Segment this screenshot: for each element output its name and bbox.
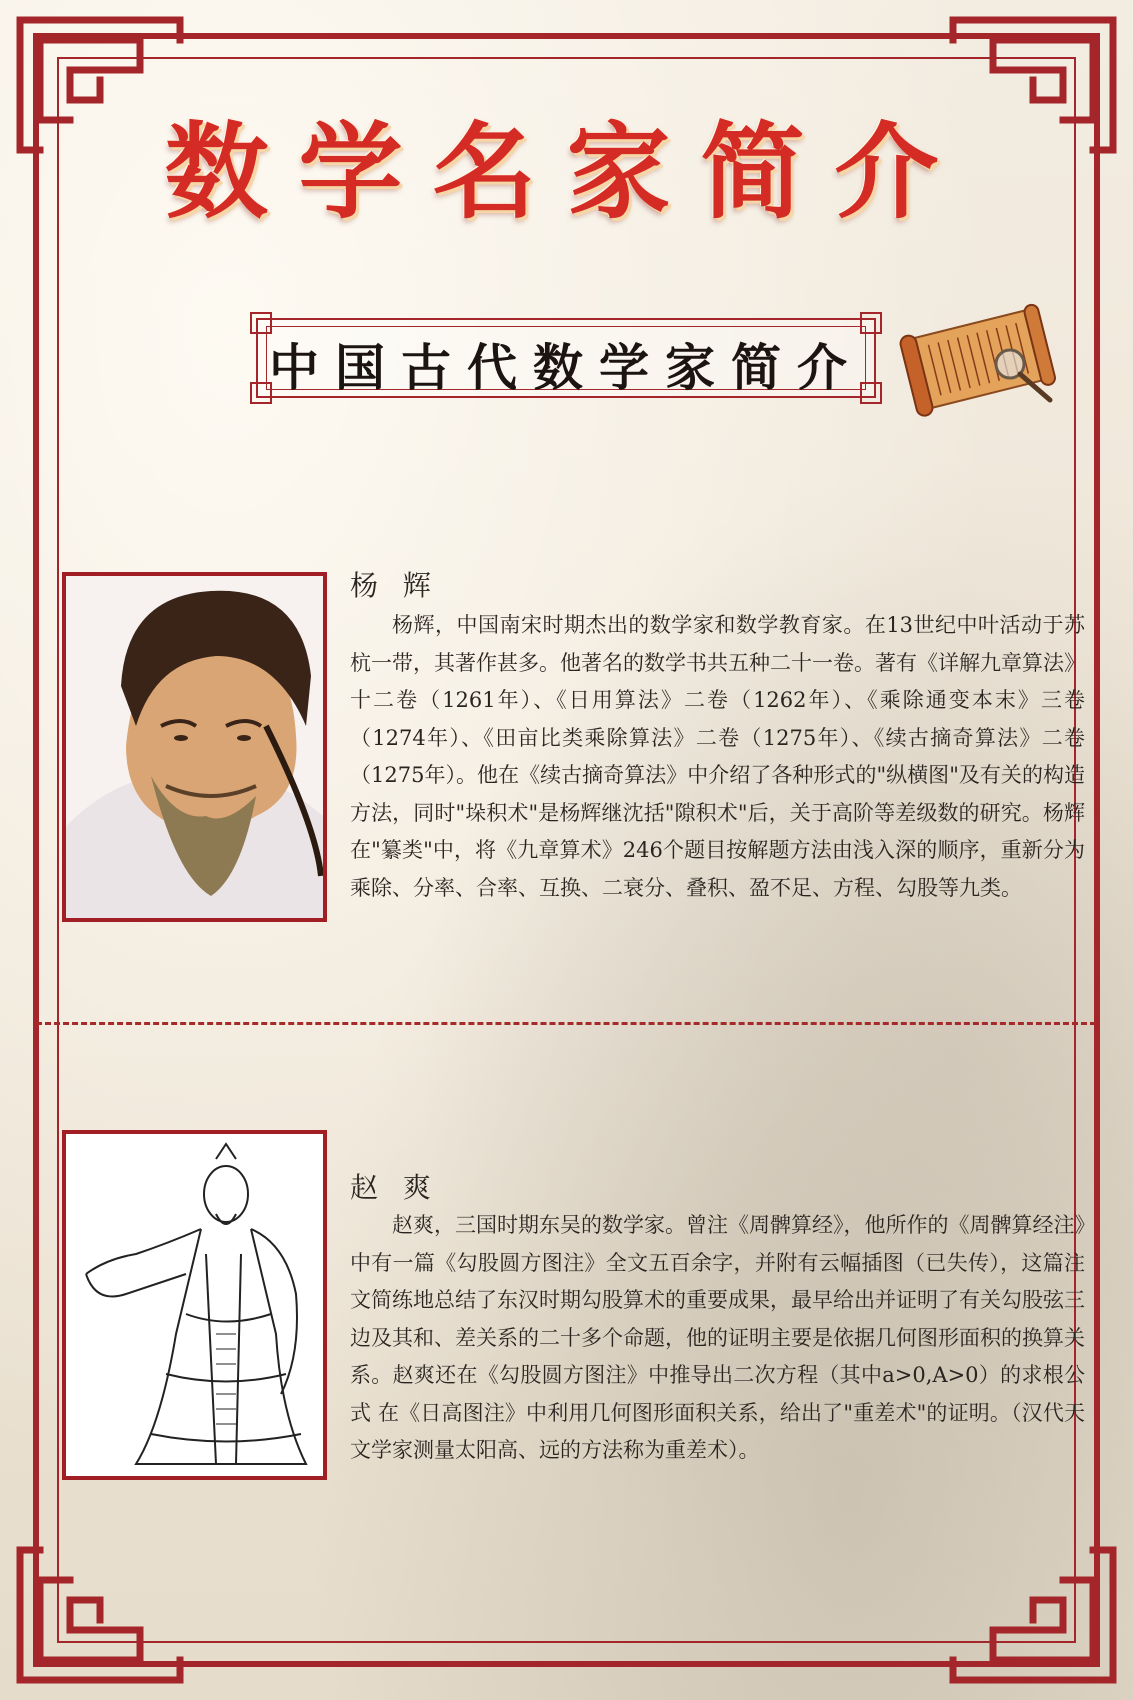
poster-title: 数学名家简介	[164, 111, 969, 233]
portrait-zhao-shuang	[62, 1130, 327, 1480]
bio-zhao-shuang: 赵爽，三国时期东吴的数学家。曾注《周髀算经》，他所作的《周髀算经注》中有一篇《勾股圆方图注》全文五百余字，并附有云幅插图（已失传），这篇注文简练地总结了东汉时期勾股算术的重要成果，最早给出并证明了有关勾股弦三边及其和、差关系的二十多个命题，他的证明主要是依据几何图形面积的换算关系。赵爽还在《勾股圆方图注》中推导出二次方程（其中a>0,A>0）的求根公式 在《日高图注》中利用几何图形面积关系，给出了"重差术"的证明。（汉代天文学家测量太阳高、远的方法称为重差术）。	[350, 1213, 1085, 1462]
name-yang-hui: 杨 辉	[350, 569, 439, 602]
name-zhao-shuang: 赵 爽	[350, 1171, 439, 1204]
scroll-illustration	[898, 292, 1068, 422]
bio-yang-hui: 杨辉，中国南宋时期杰出的数学家和数学教育家。在13世纪中叶活动于苏杭一带，其著作甚多。他著名的数学书共五种二十一卷。著有《详解九章算法》十二卷（1261年）、《日用算法》二卷（1262年）、《乘除通变本末》三卷（1274年）、《田亩比类乘除算法》二卷（1275年）、《续古摘奇算法》二卷（1275年）。他在《续古摘奇算法》中介绍了各种形式的"纵横图"及有关的构造方法，同时"垛积术"是杨辉继沈括"隙积术"后，关于高阶等差级数的研究。杨辉在"纂类"中，将《九章算术》246个题目按解题方法由浅入深的顺序，重新分为乘除、分率、合率、互换、二衰分、叠积、盈不足、方程、勾股等九类。	[350, 613, 1085, 900]
subtitle-frame	[256, 318, 876, 398]
subtitle: 中国古代数学家简介	[269, 339, 863, 397]
portrait-yang-hui	[62, 572, 327, 922]
section-divider	[36, 1022, 1096, 1025]
